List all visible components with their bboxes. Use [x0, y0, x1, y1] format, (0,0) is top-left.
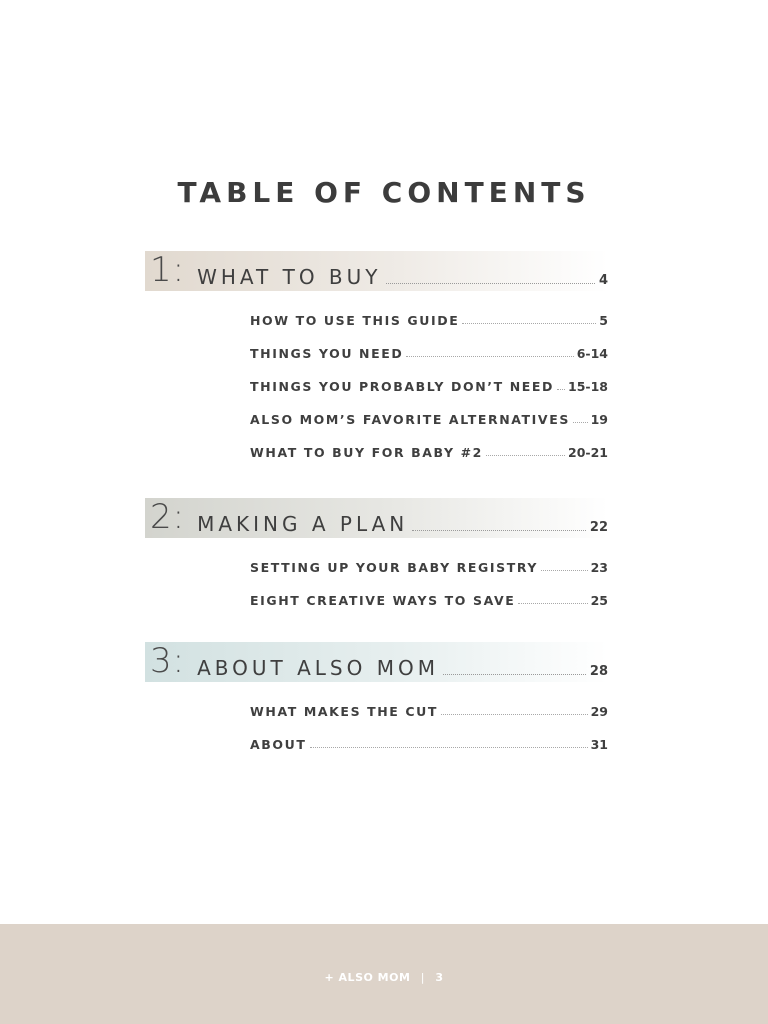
leader-dots	[557, 389, 565, 390]
toc-entry[interactable]	[250, 427, 608, 460]
entry-page-number: 15-18	[568, 379, 608, 394]
section-page-number: 22	[589, 520, 608, 535]
entry-page-number: 25	[590, 593, 608, 608]
toc-entry[interactable]	[250, 328, 608, 361]
page-footer	[0, 924, 768, 1024]
section-about-also-mom	[145, 642, 608, 752]
section-making-a-plan	[145, 498, 608, 608]
toc-entry[interactable]	[250, 361, 608, 394]
entry-label: HOW TO USE THIS GUIDE	[250, 313, 460, 328]
footer-text	[0, 971, 768, 984]
section-header[interactable]	[145, 498, 608, 538]
section-number: 2:	[150, 497, 186, 537]
toc-entry[interactable]	[250, 394, 608, 427]
leader-dots	[310, 747, 588, 748]
section-title: ABOUT ALSO MOM	[197, 656, 439, 680]
section-header[interactable]	[145, 642, 608, 682]
entry-label: WHAT TO BUY FOR BABY #2	[250, 445, 483, 460]
leader-dots	[412, 530, 586, 531]
section-entries	[250, 686, 608, 752]
section-what-to-buy	[145, 251, 608, 460]
entry-label: SETTING UP YOUR BABY REGISTRY	[250, 560, 539, 575]
leader-dots	[518, 603, 587, 604]
leader-dots	[573, 422, 588, 423]
entry-label: THINGS YOU PROBABLY DON’T NEED	[250, 379, 555, 394]
section-page-number: 4	[598, 273, 608, 288]
leader-dots	[486, 455, 565, 456]
leader-dots	[541, 570, 588, 571]
toc-entry[interactable]	[250, 542, 608, 575]
toc-entry[interactable]	[250, 719, 608, 752]
entry-label: ABOUT	[250, 737, 307, 752]
section-number: 1:	[150, 250, 186, 290]
section-page-number: 28	[589, 664, 608, 679]
leader-dots	[443, 674, 586, 675]
entry-label: WHAT MAKES THE CUT	[250, 704, 439, 719]
entry-label: THINGS YOU NEED	[250, 346, 404, 361]
section-entries	[250, 542, 608, 608]
leader-dots	[406, 356, 573, 357]
page-title: TABLE OF CONTENTS	[177, 176, 591, 209]
section-title: WHAT TO BUY	[197, 265, 382, 289]
leader-dots	[462, 323, 596, 324]
entry-label: EIGHT CREATIVE WAYS TO SAVE	[250, 593, 516, 608]
leader-dots	[441, 714, 588, 715]
entry-page-number: 23	[590, 560, 608, 575]
entry-page-number: 19	[590, 412, 608, 427]
entry-page-number: 20-21	[568, 445, 608, 460]
entry-page-number: 6-14	[576, 346, 608, 361]
entry-page-number: 5	[599, 313, 608, 328]
entry-label: ALSO MOM’S FAVORITE ALTERNATIVES	[250, 412, 570, 427]
toc-entry[interactable]	[250, 686, 608, 719]
section-header[interactable]	[145, 251, 608, 291]
footer-separator: |	[420, 971, 425, 984]
toc-entry[interactable]	[250, 575, 608, 608]
leader-dots	[386, 283, 595, 284]
footer-brand: + ALSO MOM	[324, 971, 411, 984]
section-number: 3:	[150, 641, 186, 681]
footer-page-number: 3	[435, 971, 444, 984]
toc-entry[interactable]	[250, 295, 608, 328]
entry-page-number: 29	[590, 704, 608, 719]
section-title: MAKING A PLAN	[197, 512, 409, 536]
entry-page-number: 31	[590, 737, 608, 752]
section-entries	[250, 295, 608, 460]
